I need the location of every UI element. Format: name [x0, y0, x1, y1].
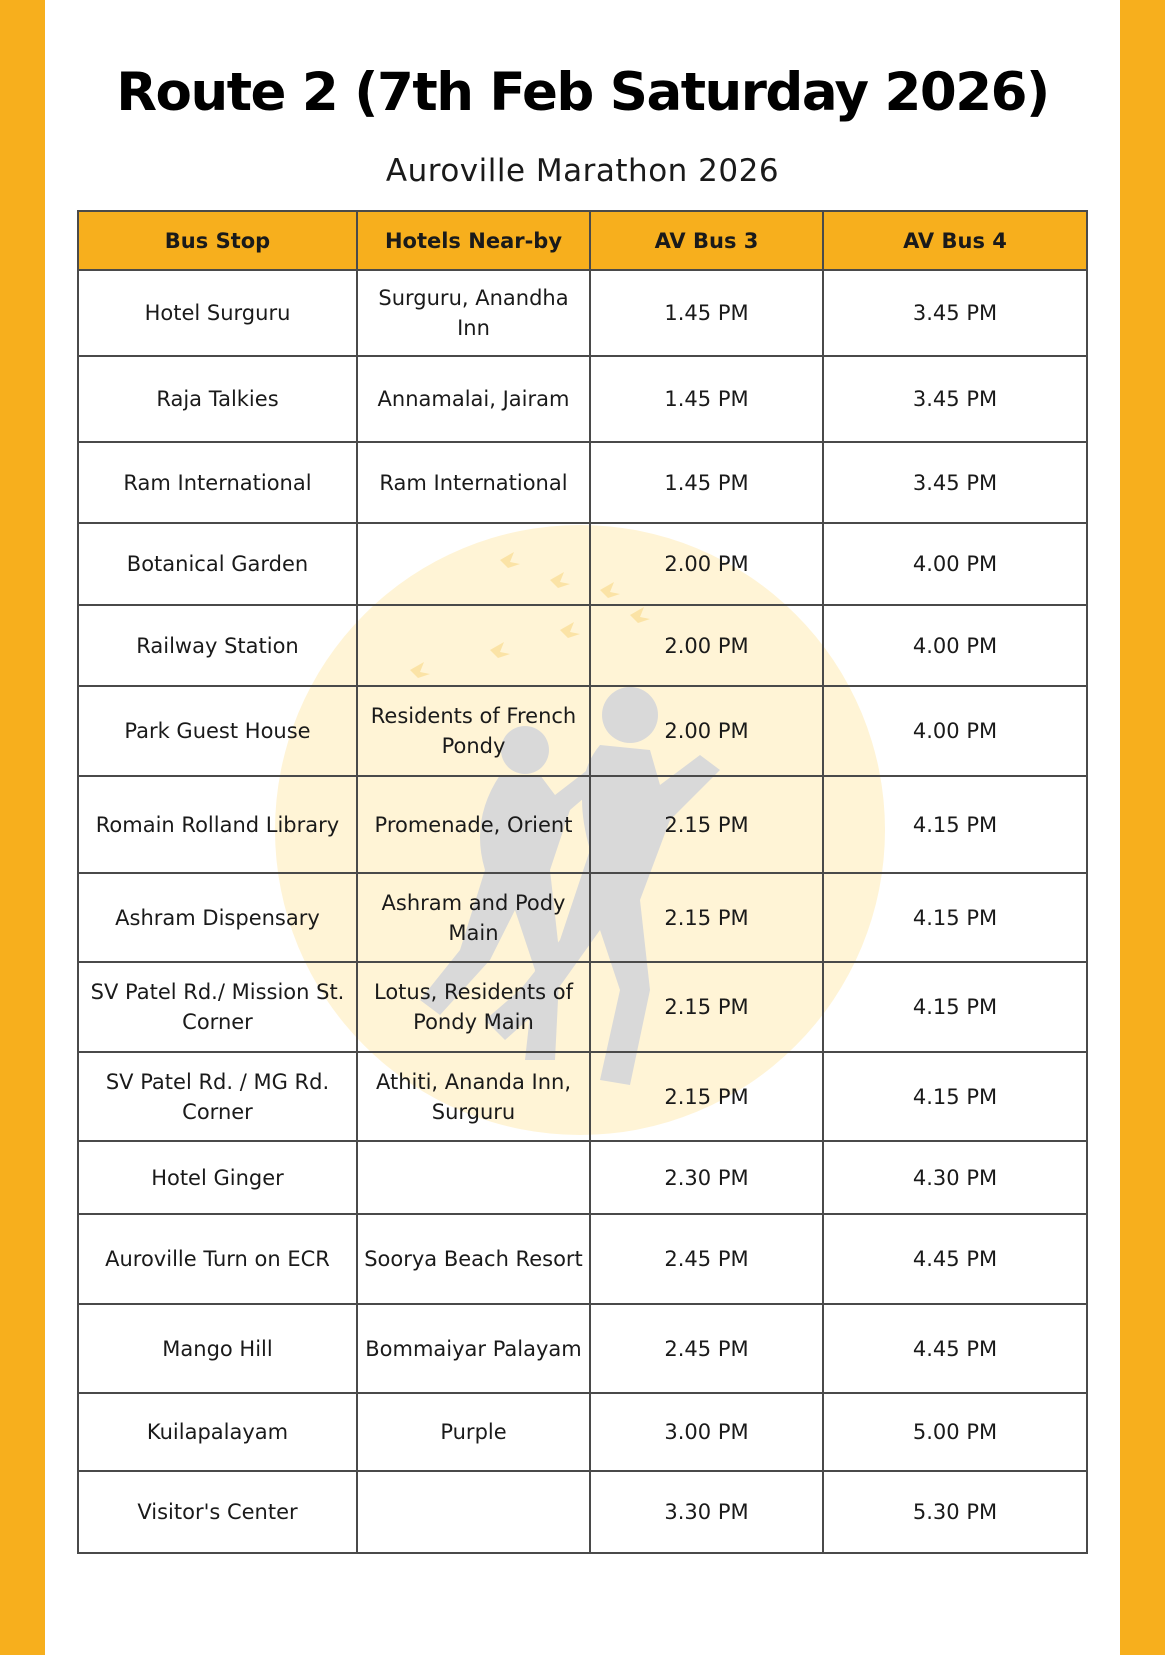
bus-stop-cell: SV Patel Rd./ Mission St. Corner [78, 962, 357, 1052]
bus3-time-cell: 2.00 PM [590, 605, 823, 686]
table-row [78, 686, 1087, 776]
bus4-time-cell: 4.00 PM [823, 523, 1087, 605]
hotels-cell: Promenade, Orient [357, 776, 590, 873]
bus3-time-cell: 1.45 PM [590, 442, 823, 523]
bus-schedule-table [77, 210, 1088, 1554]
bus-stop-cell: Hotel Ginger [78, 1141, 357, 1214]
bus4-time-cell: 4.15 PM [823, 1052, 1087, 1141]
table-row [78, 1471, 1087, 1553]
bus3-time-cell: 2.45 PM [590, 1214, 823, 1304]
table-row [78, 442, 1087, 523]
left-accent-bar [0, 0, 45, 1655]
bus3-time-cell: 2.15 PM [590, 962, 823, 1052]
table-row [78, 270, 1087, 356]
bus4-time-cell: 4.45 PM [823, 1304, 1087, 1393]
bus4-time-cell: 3.45 PM [823, 442, 1087, 523]
bus-stop-cell: Railway Station [78, 605, 357, 686]
bus-stop-cell: Hotel Surguru [78, 270, 357, 356]
table-row [78, 1304, 1087, 1393]
hotels-cell: Soorya Beach Resort [357, 1214, 590, 1304]
bus-stop-cell: SV Patel Rd. / MG Rd. Corner [78, 1052, 357, 1141]
bus-stop-cell: Kuilapalayam [78, 1393, 357, 1471]
bus4-time-cell: 4.15 PM [823, 873, 1087, 962]
bus-stop-cell: Botanical Garden [78, 523, 357, 605]
bus3-time-cell: 2.15 PM [590, 873, 823, 962]
table-row [78, 1393, 1087, 1471]
hotels-cell: Ashram and Pody Main [357, 873, 590, 962]
hotels-cell [357, 523, 590, 605]
hotels-cell: Surguru, Anandha Inn [357, 270, 590, 356]
bus-stop-cell: Mango Hill [78, 1304, 357, 1393]
table-row [78, 523, 1087, 605]
header-av-bus-3: AV Bus 3 [590, 211, 823, 270]
hotels-cell: Lotus, Residents of Pondy Main [357, 962, 590, 1052]
bus4-time-cell: 4.45 PM [823, 1214, 1087, 1304]
bus4-time-cell: 3.45 PM [823, 270, 1087, 356]
bus3-time-cell: 1.45 PM [590, 356, 823, 442]
bus3-time-cell: 2.00 PM [590, 686, 823, 776]
bus4-time-cell: 4.30 PM [823, 1141, 1087, 1214]
header-bus-stop: Bus Stop [78, 211, 357, 270]
hotels-cell: Annamalai, Jairam [357, 356, 590, 442]
bus4-time-cell: 4.00 PM [823, 686, 1087, 776]
hotels-cell: Athiti, Ananda Inn, Surguru [357, 1052, 590, 1141]
bus4-time-cell: 5.00 PM [823, 1393, 1087, 1471]
hotels-cell [357, 1471, 590, 1553]
bus-stop-cell: Auroville Turn on ECR [78, 1214, 357, 1304]
bus-stop-cell: Ashram Dispensary [78, 873, 357, 962]
table-row [78, 1141, 1087, 1214]
page-title: Route 2 (7th Feb Saturday 2026) [116, 62, 1049, 123]
bus4-time-cell: 5.30 PM [823, 1471, 1087, 1553]
bus-stop-cell: Ram International [78, 442, 357, 523]
table-row [78, 1052, 1087, 1141]
header-av-bus-4: AV Bus 4 [823, 211, 1087, 270]
table-row [78, 605, 1087, 686]
bus3-time-cell: 2.45 PM [590, 1304, 823, 1393]
right-accent-bar [1120, 0, 1165, 1655]
bus-stop-cell: Visitor's Center [78, 1471, 357, 1553]
bus3-time-cell: 3.00 PM [590, 1393, 823, 1471]
hotels-cell: Residents of French Pondy [357, 686, 590, 776]
hotels-cell [357, 1141, 590, 1214]
bus3-time-cell: 2.15 PM [590, 776, 823, 873]
table-row [78, 1214, 1087, 1304]
bus3-time-cell: 3.30 PM [590, 1471, 823, 1553]
bus4-time-cell: 4.15 PM [823, 776, 1087, 873]
table-row [78, 873, 1087, 962]
bus4-time-cell: 3.45 PM [823, 356, 1087, 442]
bus3-time-cell: 2.00 PM [590, 523, 823, 605]
bus-stop-cell: Park Guest House [78, 686, 357, 776]
table-row [78, 962, 1087, 1052]
bus4-time-cell: 4.15 PM [823, 962, 1087, 1052]
bus-stop-cell: Romain Rolland Library [78, 776, 357, 873]
page-subtitle: Auroville Marathon 2026 [385, 153, 780, 189]
table-row [78, 776, 1087, 873]
hotels-cell: Ram International [357, 442, 590, 523]
bus3-time-cell: 1.45 PM [590, 270, 823, 356]
bus3-time-cell: 2.15 PM [590, 1052, 823, 1141]
bus3-time-cell: 2.30 PM [590, 1141, 823, 1214]
table-header-row [78, 211, 1087, 270]
table-row [78, 356, 1087, 442]
header-hotels-nearby: Hotels Near-by [357, 211, 590, 270]
hotels-cell [357, 605, 590, 686]
hotels-cell: Bommaiyar Palayam [357, 1304, 590, 1393]
bus-stop-cell: Raja Talkies [78, 356, 357, 442]
hotels-cell: Purple [357, 1393, 590, 1471]
bus4-time-cell: 4.00 PM [823, 605, 1087, 686]
